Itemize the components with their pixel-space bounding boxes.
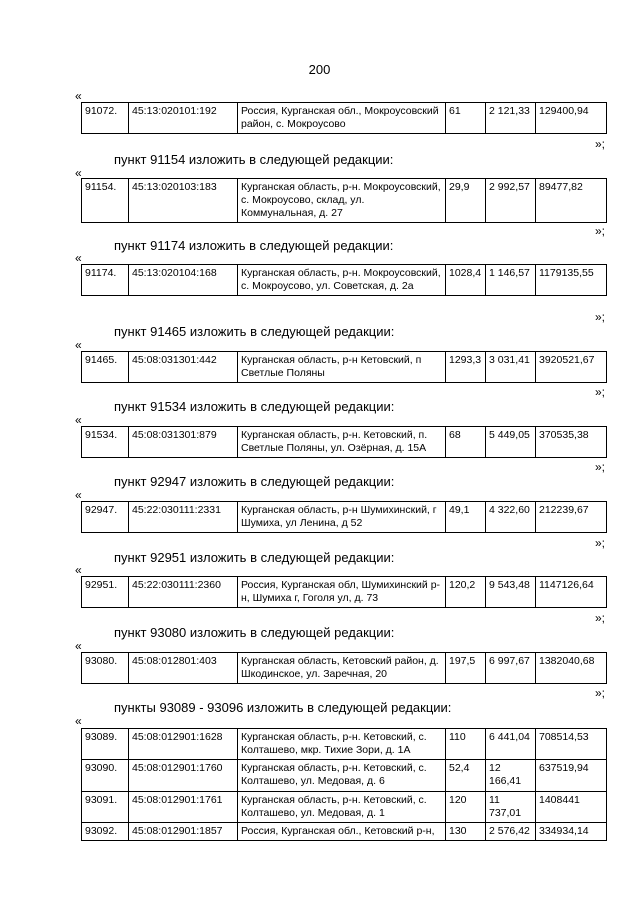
row-number-cell: 92951. (82, 577, 129, 608)
property-table (81, 576, 607, 608)
closing-quote: »; (595, 385, 606, 399)
table-row (82, 791, 607, 822)
rate-cell: 1 146,57 (486, 265, 536, 296)
row-number-cell: 93092. (82, 822, 129, 840)
rate-cell: 12 166,41 (486, 760, 536, 791)
address-cell: Курганская область, р-н Кетовский, п Светлые Поляны (238, 352, 446, 383)
row-number-cell: 91154. (82, 179, 129, 223)
amendment-paragraph: пункт 91465 изложить в следующей редакции: (114, 324, 395, 339)
cadastral-number-cell: 45:08:012901:1628 (129, 729, 238, 760)
address-cell: Россия, Курганская обл, Шумихинский р-н, Шумиха г, Гоголя ул, д. 73 (238, 577, 446, 608)
row-number-cell: 91465. (82, 352, 129, 383)
address-cell: Курганская область, р-н. Кетовский, с. Колташево, ул. Медовая, д. 1 (238, 791, 446, 822)
cadastral-number-cell: 45:08:012901:1760 (129, 760, 238, 791)
value-cell: 3920521,67 (536, 352, 607, 383)
table-row (82, 502, 607, 533)
address-cell: Курганская область, р-н. Мокроусовский, с. Мокроусово, ул. Советская, д. 2а (238, 265, 446, 296)
page-number: 200 (308, 62, 331, 77)
area-cell: 49,1 (446, 502, 486, 533)
opening-quote: « (75, 714, 82, 728)
value-cell: 637519,94 (536, 760, 607, 791)
cadastral-number-cell: 45:08:012901:1761 (129, 791, 238, 822)
cadastral-number-cell: 45:08:031301:879 (129, 427, 238, 458)
address-cell: Россия, Курганская обл., Кетовский р-н, (238, 822, 446, 840)
rate-cell: 6 441,04 (486, 729, 536, 760)
closing-quote: »; (595, 224, 606, 238)
table-row (82, 103, 607, 134)
area-cell: 1293,3 (446, 352, 486, 383)
row-number-cell: 92947. (82, 502, 129, 533)
closing-quote: »; (595, 686, 606, 700)
address-cell: Курганская область, р-н. Кетовский, с. Колташево, мкр. Тихие Зори, д. 1А (238, 729, 446, 760)
address-cell: Курганская область, р-н. Мокроусовский, с. Мокроусово, склад, ул. Коммунальная, д. 27 (238, 179, 446, 223)
value-cell: 370535,38 (536, 427, 607, 458)
amendment-paragraph: пункт 91534 изложить в следующей редакции: (114, 399, 395, 414)
property-table (81, 351, 607, 383)
row-number-cell: 91072. (82, 103, 129, 134)
address-cell: Курганская область, р-н Шумихинский, г Шумиха, ул Ленина, д 52 (238, 502, 446, 533)
value-cell: 708514,53 (536, 729, 607, 760)
opening-quote: « (75, 639, 82, 653)
cadastral-number-cell: 45:08:031301:442 (129, 352, 238, 383)
address-cell: Курганская область, Кетовский район, д. Шкодинское, ул. Заречная, 20 (238, 653, 446, 684)
address-cell: Курганская область, р-н. Кетовский, с. Колташево, ул. Медовая, д. 6 (238, 760, 446, 791)
opening-quote: « (75, 488, 82, 502)
table-row (82, 760, 607, 791)
value-cell: 1179135,55 (536, 265, 607, 296)
table-row (82, 577, 607, 608)
rate-cell: 3 031,41 (486, 352, 536, 383)
row-number-cell: 91174. (82, 265, 129, 296)
value-cell: 212239,67 (536, 502, 607, 533)
address-cell: Курганская область, р-н. Кетовский, п. Светлые Поляны, ул. Озёрная, д. 15А (238, 427, 446, 458)
rate-cell: 2 992,57 (486, 179, 536, 223)
rate-cell: 11 737,01 (486, 791, 536, 822)
value-cell: 129400,94 (536, 103, 607, 134)
area-cell: 1028,4 (446, 265, 486, 296)
amendment-paragraph: пункт 91154 изложить в следующей редакции: (114, 152, 394, 167)
opening-quote: « (75, 338, 82, 352)
cadastral-number-cell: 45:13:020103:183 (129, 179, 238, 223)
rate-cell: 5 449,05 (486, 427, 536, 458)
row-number-cell: 93080. (82, 653, 129, 684)
opening-quote: « (75, 563, 82, 577)
cadastral-number-cell: 45:13:020104:168 (129, 265, 238, 296)
property-table (81, 102, 607, 134)
area-cell: 52,4 (446, 760, 486, 791)
property-table (81, 178, 607, 223)
closing-quote: »; (595, 460, 606, 474)
table-row (82, 822, 607, 840)
opening-quote: « (75, 89, 82, 103)
property-table (81, 426, 607, 458)
row-number-cell: 93091. (82, 791, 129, 822)
property-table (81, 728, 607, 841)
table-row (82, 427, 607, 458)
amendment-paragraph: пункт 92947 изложить в следующей редакции: (114, 474, 395, 489)
area-cell: 120,2 (446, 577, 486, 608)
cadastral-number-cell: 45:08:012901:1857 (129, 822, 238, 840)
cadastral-number-cell: 45:08:012801:403 (129, 653, 238, 684)
area-cell: 68 (446, 427, 486, 458)
rate-cell: 9 543,48 (486, 577, 536, 608)
property-table (81, 264, 607, 296)
table-row (82, 265, 607, 296)
value-cell: 334934,14 (536, 822, 607, 840)
table-row (82, 653, 607, 684)
value-cell: 1382040,68 (536, 653, 607, 684)
amendment-paragraph: пункт 92951 изложить в следующей редакции: (114, 550, 395, 565)
row-number-cell: 93090. (82, 760, 129, 791)
area-cell: 130 (446, 822, 486, 840)
table-row (82, 179, 607, 223)
area-cell: 110 (446, 729, 486, 760)
area-cell: 29,9 (446, 179, 486, 223)
amendment-paragraph: пункт 93080 изложить в следующей редакции: (114, 625, 395, 640)
value-cell: 89477,82 (536, 179, 607, 223)
property-table (81, 501, 607, 533)
amendment-paragraph: пункт 91174 изложить в следующей редакции: (114, 238, 394, 253)
closing-quote: »; (595, 536, 606, 550)
table-row (82, 352, 607, 383)
closing-quote: »; (595, 137, 606, 151)
rate-cell: 2 121,33 (486, 103, 536, 134)
row-number-cell: 93089. (82, 729, 129, 760)
area-cell: 120 (446, 791, 486, 822)
cadastral-number-cell: 45:22:030111:2360 (129, 577, 238, 608)
cadastral-number-cell: 45:22:030111:2331 (129, 502, 238, 533)
row-number-cell: 91534. (82, 427, 129, 458)
opening-quote: « (75, 166, 82, 180)
opening-quote: « (75, 251, 82, 265)
table-row (82, 729, 607, 760)
area-cell: 61 (446, 103, 486, 134)
rate-cell: 6 997,67 (486, 653, 536, 684)
value-cell: 1147126,64 (536, 577, 607, 608)
closing-quote: »; (595, 611, 606, 625)
opening-quote: « (75, 413, 82, 427)
cadastral-number-cell: 45:13:020101:192 (129, 103, 238, 134)
property-table (81, 652, 607, 684)
closing-quote: »; (595, 310, 606, 324)
rate-cell: 2 576,42 (486, 822, 536, 840)
amendment-paragraph: пункты 93089 - 93096 изложить в следующей редакции: (114, 700, 452, 715)
value-cell: 1408441 (536, 791, 607, 822)
rate-cell: 4 322,60 (486, 502, 536, 533)
area-cell: 197,5 (446, 653, 486, 684)
address-cell: Россия, Курганская обл., Мокроусовский район, с. Мокроусово (238, 103, 446, 134)
